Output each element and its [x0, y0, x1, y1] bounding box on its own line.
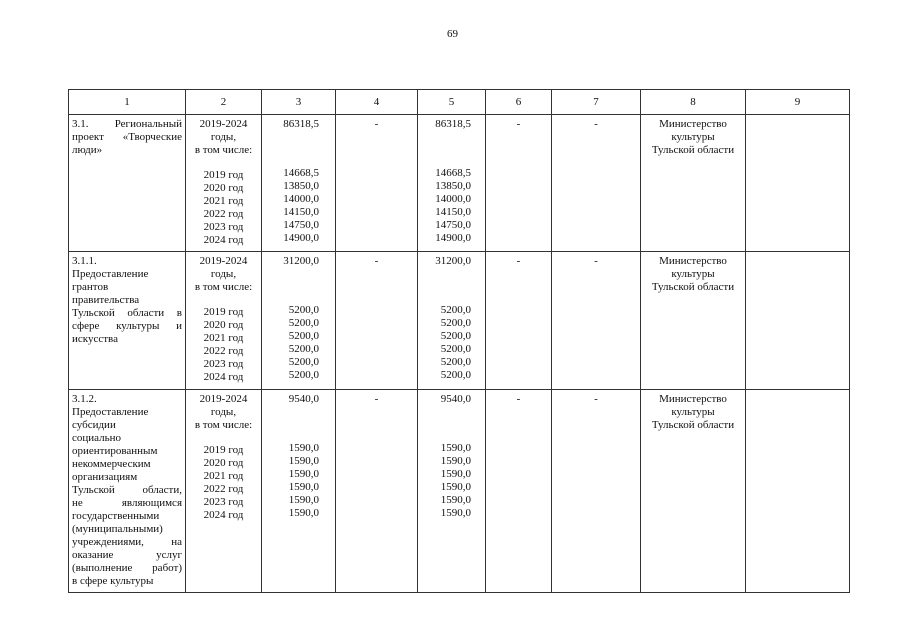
activity-name-line: проект «Творческие [72, 131, 182, 143]
amount-col3-cell [262, 390, 336, 593]
activity-name-cell [69, 115, 186, 252]
activity-name-line: искусства [72, 333, 118, 345]
year-amount: 5200,0 [440, 330, 471, 342]
year-label: 2019 год [203, 306, 244, 318]
total-amount: 9540,0 [288, 393, 319, 405]
activity-name-line: государственными [72, 510, 160, 522]
year-amount: 5200,0 [288, 343, 319, 355]
year-amount: 1590,0 [440, 442, 471, 454]
amount-col3-cell [262, 115, 336, 252]
year-amount: 14900,0 [283, 232, 319, 244]
total-amount: 9540,0 [440, 393, 471, 405]
table-row [69, 252, 850, 390]
activity-name-cell [69, 390, 186, 593]
period-line: в том числе: [194, 281, 253, 293]
table-row [69, 390, 850, 593]
header-cell: 6 [486, 90, 552, 115]
year-label: 2024 год [203, 509, 244, 521]
col4-cell [336, 390, 418, 593]
amount-col5-cell [418, 252, 486, 390]
col6-cell [486, 252, 552, 390]
dash-value: - [374, 393, 379, 405]
col6-cell [486, 115, 552, 252]
activity-name-line: грантов [72, 281, 109, 293]
total-amount: 86318,5 [435, 118, 471, 130]
year-amount: 13850,0 [283, 180, 319, 192]
year-amount: 5200,0 [288, 317, 319, 329]
col7-cell [552, 390, 641, 593]
activity-name-line: в сфере культуры [72, 575, 154, 587]
year-amount: 1590,0 [440, 507, 471, 519]
dash-value: - [374, 255, 379, 267]
year-label: 2022 год [203, 345, 244, 357]
dash-value: - [516, 393, 521, 405]
program-table [68, 89, 850, 593]
activity-name-line: некоммерческим [72, 458, 151, 470]
year-label: 2020 год [203, 319, 244, 331]
amount-col5-cell [418, 390, 486, 593]
header-cell: 4 [336, 90, 418, 115]
year-amount: 1590,0 [440, 481, 471, 493]
activity-name-line: 3.1.2. [72, 393, 97, 405]
header-cell: 3 [262, 90, 336, 115]
activity-name-line: (выполнение работ) [72, 562, 182, 574]
year-amount: 1590,0 [288, 455, 319, 467]
activity-name-line: социально [72, 432, 122, 444]
year-amount: 14150,0 [283, 206, 319, 218]
responsible-org-cell [641, 115, 746, 252]
year-amount: 5200,0 [440, 369, 471, 381]
period-line: годы, [210, 406, 237, 418]
year-label: 2021 год [203, 332, 244, 344]
period-cell [186, 115, 262, 252]
year-amount: 5200,0 [440, 343, 471, 355]
year-amount: 5200,0 [440, 356, 471, 368]
period-cell [186, 390, 262, 593]
year-amount: 1590,0 [288, 494, 319, 506]
amount-col3-cell [262, 252, 336, 390]
year-label: 2020 год [203, 457, 244, 469]
year-amount: 1590,0 [288, 468, 319, 480]
year-label: 2023 год [203, 496, 244, 508]
org-line: Министерство [659, 255, 727, 267]
activity-name-line: люди» [72, 144, 103, 156]
period-cell [186, 252, 262, 390]
period-line: в том числе: [194, 419, 253, 431]
responsible-org-cell [641, 390, 746, 593]
year-label: 2023 год [203, 221, 244, 233]
year-amount: 1590,0 [288, 481, 319, 493]
col9-cell [746, 252, 850, 390]
period-line: в том числе: [194, 144, 253, 156]
activity-name-line: субсидии [72, 419, 116, 431]
dash-value: - [594, 393, 598, 405]
year-amount: 14668,5 [283, 167, 319, 179]
year-label: 2021 год [203, 195, 244, 207]
header-cell: 9 [746, 90, 850, 115]
dash-value: - [516, 118, 521, 130]
year-amount: 1590,0 [440, 494, 471, 506]
dash-value: - [594, 255, 598, 267]
header-row [69, 90, 850, 115]
year-amount: 5200,0 [288, 356, 319, 368]
year-amount: 14000,0 [435, 193, 471, 205]
activity-name-line: Предоставление [72, 268, 149, 280]
year-label: 2022 год [203, 483, 244, 495]
year-amount: 1590,0 [440, 468, 471, 480]
year-label: 2019 год [203, 169, 244, 181]
year-amount: 14750,0 [435, 219, 471, 231]
activity-name-line: Тульской области в [72, 307, 182, 319]
activity-name-line: учреждениями, на [72, 536, 182, 548]
total-amount: 31200,0 [435, 255, 471, 267]
header-cell: 1 [69, 90, 186, 115]
org-line: культуры [671, 131, 715, 143]
org-line: культуры [671, 268, 715, 280]
responsible-org-cell [641, 252, 746, 390]
org-line: Тульской области [651, 281, 735, 293]
org-line: Министерство [659, 393, 727, 405]
total-amount: 86318,5 [283, 118, 319, 130]
period-line: 2019-2024 [199, 118, 248, 130]
org-line: Министерство [659, 118, 727, 130]
year-amount: 14750,0 [283, 219, 319, 231]
year-amount: 1590,0 [288, 442, 319, 454]
col4-cell [336, 115, 418, 252]
activity-name-line: сфере культуры и [72, 320, 182, 332]
year-label: 2024 год [203, 234, 244, 246]
year-label: 2023 год [203, 358, 244, 370]
year-amount: 1590,0 [288, 507, 319, 519]
activity-name-line: организациям [72, 471, 138, 483]
table-row [69, 115, 850, 252]
col7-cell [552, 115, 641, 252]
year-amount: 14000,0 [283, 193, 319, 205]
activity-name-cell [69, 252, 186, 390]
year-amount: 5200,0 [440, 317, 471, 329]
activity-name-line: оказание услуг [72, 549, 182, 561]
col7-cell [552, 252, 641, 390]
header-cell: 5 [418, 90, 486, 115]
year-amount: 14668,5 [435, 167, 471, 179]
org-line: культуры [671, 406, 715, 418]
col4-cell [336, 252, 418, 390]
total-amount: 31200,0 [283, 255, 319, 267]
amount-col5-cell [418, 115, 486, 252]
year-amount: 5200,0 [288, 369, 319, 381]
period-line: годы, [210, 268, 237, 280]
activity-name-line: не являющимся [72, 497, 182, 509]
col9-cell [746, 115, 850, 252]
year-amount: 5200,0 [288, 330, 319, 342]
period-line: 2019-2024 [199, 255, 248, 267]
year-label: 2020 год [203, 182, 244, 194]
year-amount: 5200,0 [440, 304, 471, 316]
dash-value: - [374, 118, 379, 130]
col6-cell [486, 390, 552, 593]
year-amount: 14150,0 [435, 206, 471, 218]
period-line: 2019-2024 [199, 393, 248, 405]
period-line: годы, [210, 131, 237, 143]
year-amount: 14900,0 [435, 232, 471, 244]
activity-name-line: 3.1. Региональный [72, 118, 182, 130]
year-amount: 1590,0 [440, 455, 471, 467]
activity-name-line: Тульской области, [72, 484, 182, 496]
dash-value: - [594, 118, 598, 130]
activity-name-line: правительства [72, 294, 140, 306]
org-line: Тульской области [651, 144, 735, 156]
dash-value: - [516, 255, 521, 267]
year-label: 2022 год [203, 208, 244, 220]
year-label: 2021 год [203, 470, 244, 482]
col9-cell [746, 390, 850, 593]
header-cell: 2 [186, 90, 262, 115]
activity-name-line: 3.1.1. [72, 255, 97, 267]
activity-name-line: Предоставление [72, 406, 149, 418]
page-number: 69 [447, 28, 458, 40]
activity-name-line: ориентированным [72, 445, 158, 457]
year-label: 2024 год [203, 371, 244, 383]
org-line: Тульской области [651, 419, 735, 431]
year-amount: 13850,0 [435, 180, 471, 192]
header-cell: 7 [552, 90, 641, 115]
header-cell: 8 [641, 90, 746, 115]
activity-name-line: (муниципальными) [72, 523, 163, 535]
year-label: 2019 год [203, 444, 244, 456]
year-amount: 5200,0 [288, 304, 319, 316]
